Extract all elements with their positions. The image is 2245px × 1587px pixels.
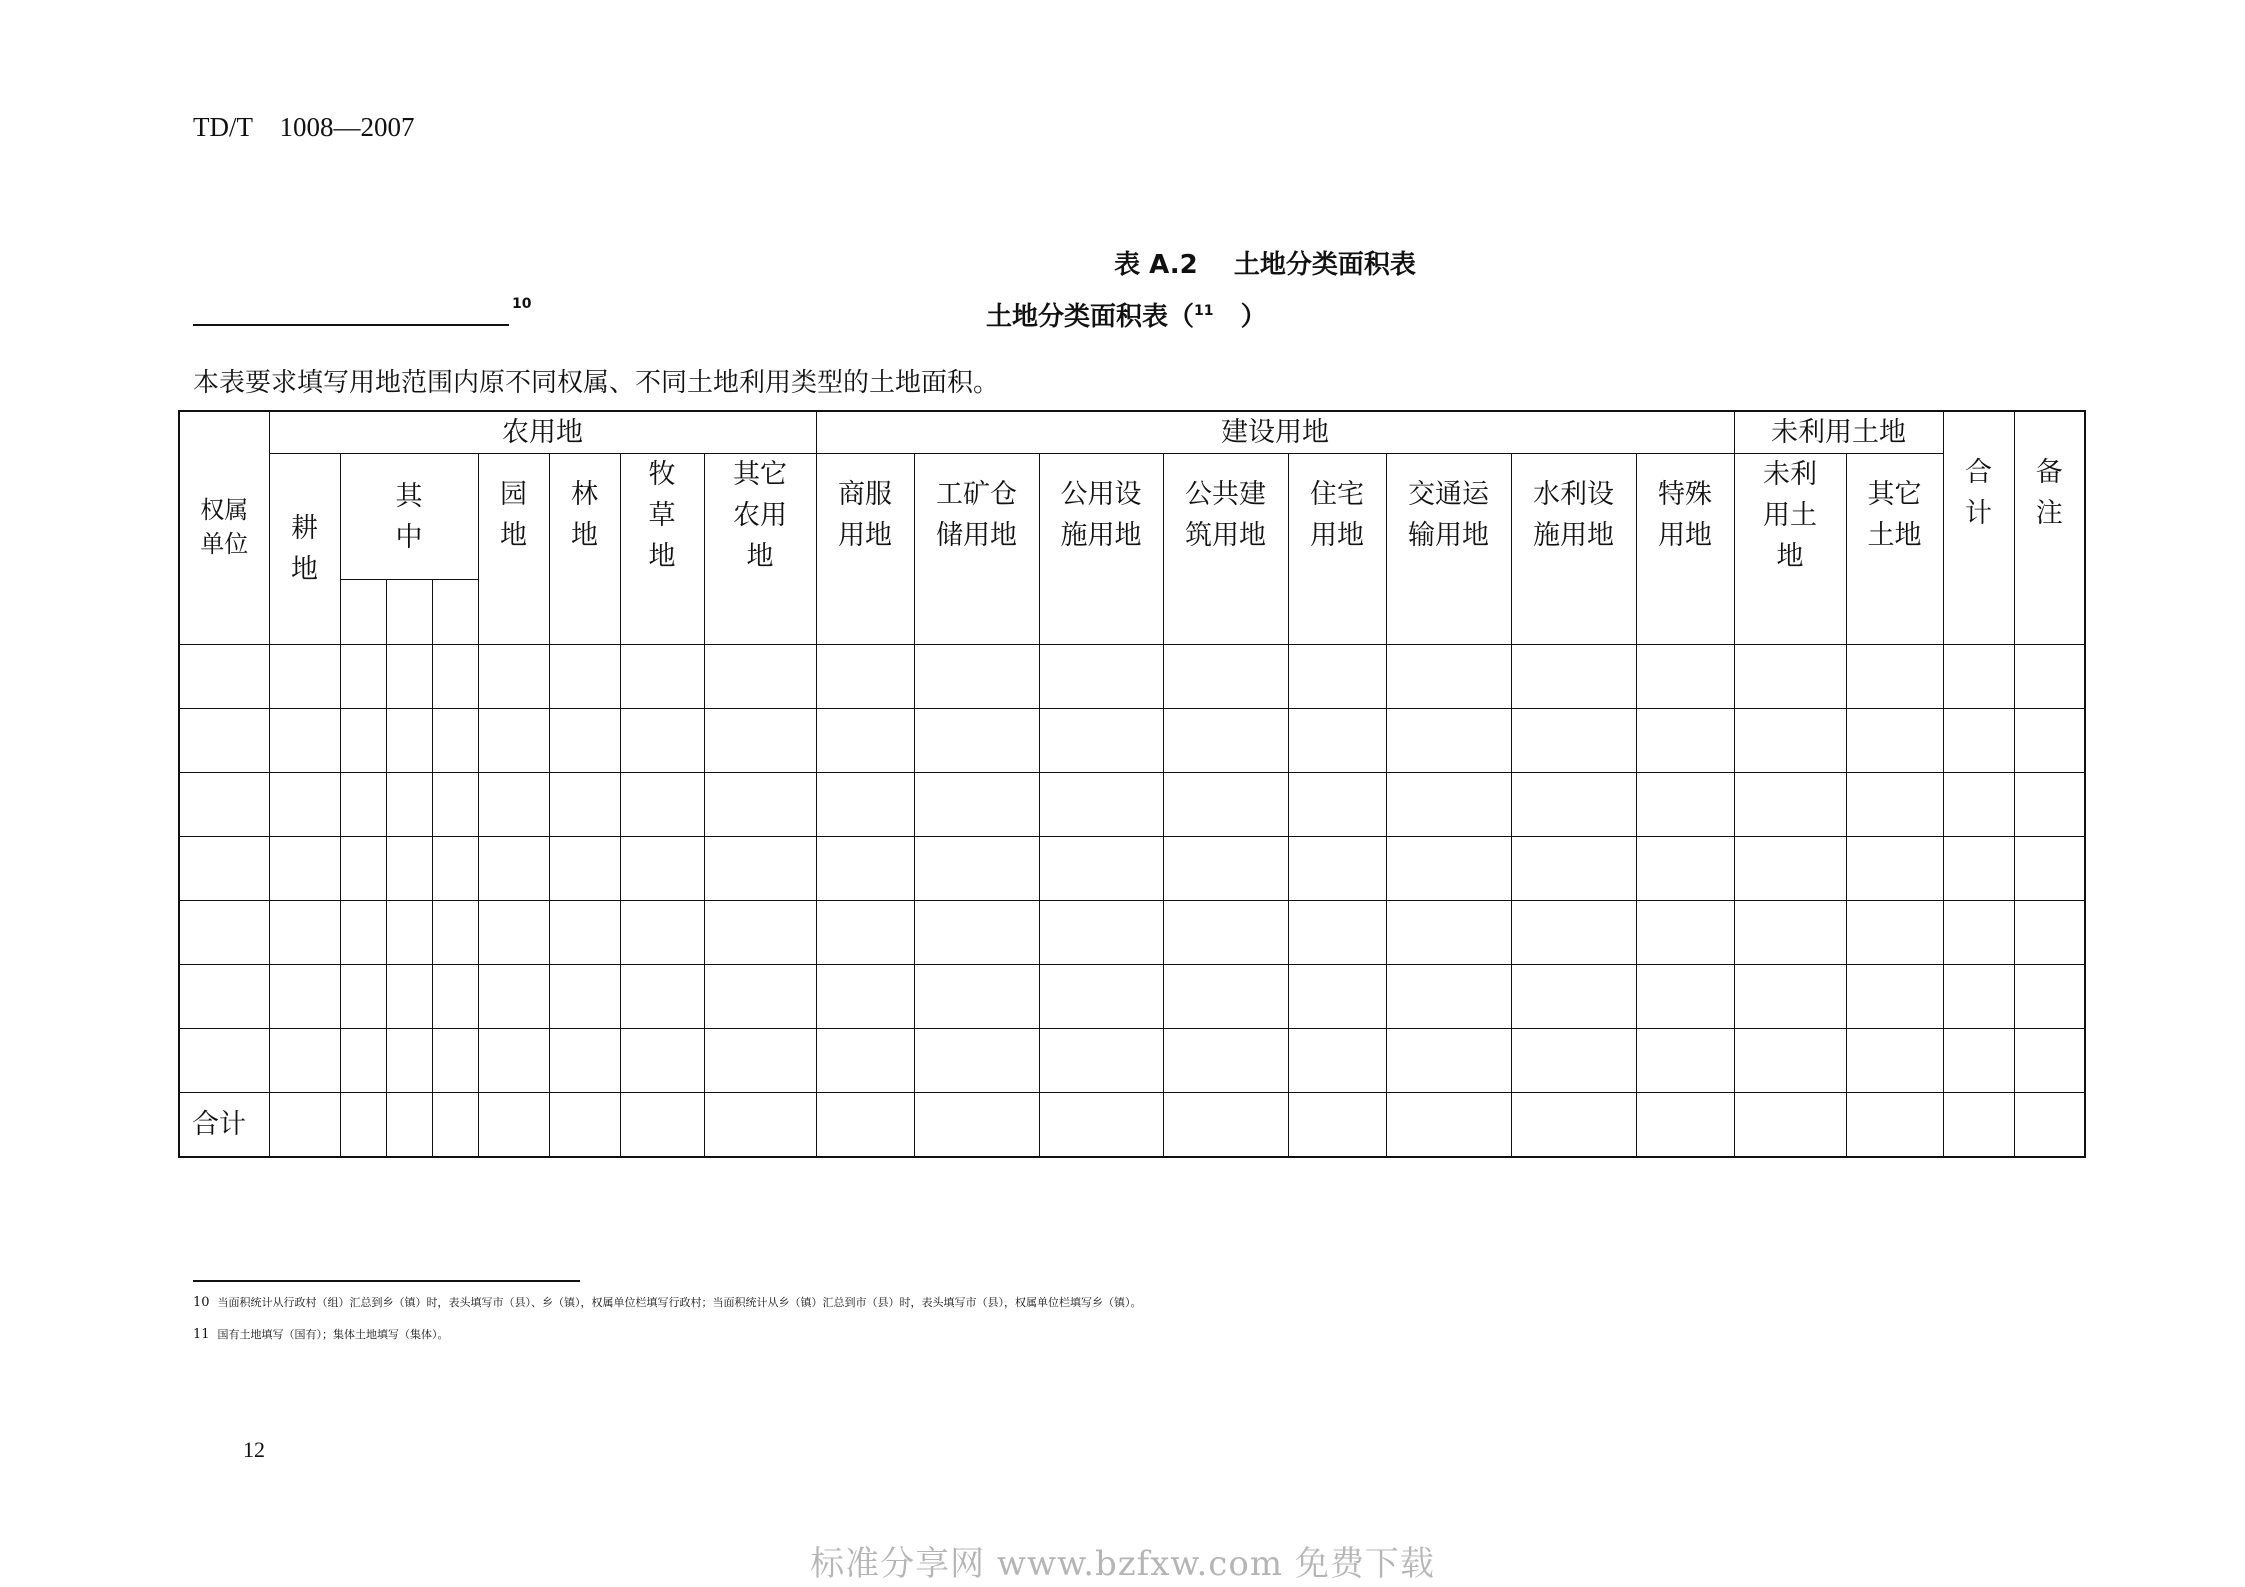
table-cell — [1636, 773, 1734, 837]
table-cell — [1163, 709, 1288, 773]
unit-fill-line — [193, 324, 509, 326]
table-cell — [432, 773, 478, 837]
table-cell — [549, 901, 620, 965]
table-cell — [1163, 1029, 1288, 1093]
table-cell — [179, 901, 269, 965]
table-cell — [816, 773, 914, 837]
table-cell — [340, 709, 386, 773]
table-cell — [1039, 965, 1163, 1029]
total-header: 合 计 — [1943, 411, 2014, 645]
table-body — [179, 645, 2085, 1093]
table-cell — [1163, 837, 1288, 901]
forest-land-header: 林 地 — [549, 454, 620, 645]
table-cell — [1288, 773, 1386, 837]
footnote-ref-10: 10 — [512, 296, 532, 312]
footnote-separator — [193, 1280, 580, 1282]
table-row — [179, 1029, 2085, 1093]
table-cell — [1511, 1029, 1636, 1093]
total-row-label: 合计 — [179, 1093, 269, 1157]
table-cell — [1511, 1093, 1636, 1157]
agricultural-land-header: 农用地 — [269, 411, 816, 454]
footnote-11 — [193, 1326, 449, 1342]
table-cell — [1846, 1093, 1943, 1157]
table-cell — [386, 645, 432, 709]
table-cell — [2014, 837, 2085, 901]
table-cell — [432, 645, 478, 709]
table-cell — [1288, 1029, 1386, 1093]
table-cell — [1288, 709, 1386, 773]
table-cell — [704, 709, 816, 773]
table-cell — [1943, 709, 2014, 773]
table-cell — [269, 709, 340, 773]
table-cell — [1943, 1029, 2014, 1093]
table-cell — [478, 709, 549, 773]
commercial-service-land-header: 商服 用地 — [816, 454, 914, 645]
table-cell — [816, 1093, 914, 1157]
table-cell — [1734, 773, 1846, 837]
table-cell — [1163, 773, 1288, 837]
footnote-ref-11: 11 — [1194, 303, 1214, 319]
table-cell — [179, 1029, 269, 1093]
table-cell — [914, 645, 1039, 709]
table-cell — [816, 1029, 914, 1093]
table-cell — [1846, 901, 1943, 965]
table-cell — [179, 645, 269, 709]
table-cell — [1636, 709, 1734, 773]
table-cell — [914, 709, 1039, 773]
table-cell — [816, 837, 914, 901]
construction-land-header: 建设用地 — [816, 411, 1734, 454]
table-cell — [1636, 645, 1734, 709]
header-row-categories — [179, 454, 2085, 580]
table-cell — [1039, 1093, 1163, 1157]
header-row-groups — [179, 411, 2085, 454]
table-cell — [1039, 837, 1163, 901]
table-row — [179, 837, 2085, 901]
table-cell — [269, 837, 340, 901]
table-cell — [549, 837, 620, 901]
footnote-10-number: 10 — [193, 1295, 210, 1310]
table-cell — [179, 965, 269, 1029]
table-cell — [620, 645, 704, 709]
public-facility-land-header: 公用设 施用地 — [1039, 454, 1163, 645]
table-cell — [432, 901, 478, 965]
residential-land-header: 住宅 用地 — [1288, 454, 1386, 645]
table-cell — [386, 1029, 432, 1093]
table-cell — [386, 837, 432, 901]
table-cell — [1386, 773, 1511, 837]
table-cell — [1386, 709, 1511, 773]
table-cell — [340, 901, 386, 965]
remarks-header: 备 注 — [2014, 411, 2085, 645]
table-cell — [432, 837, 478, 901]
table-cell — [1288, 965, 1386, 1029]
cultivated-land-header: 耕 地 — [269, 454, 340, 645]
table-cell — [1734, 645, 1846, 709]
table-cell — [1943, 837, 2014, 901]
owner-unit-header: 权属 单位 — [179, 411, 269, 645]
table-row — [179, 709, 2085, 773]
table-cell — [704, 901, 816, 965]
table-cell — [269, 1029, 340, 1093]
table-caption: 表 A.2 土地分类面积表 — [1114, 250, 1416, 280]
table-cell — [1511, 645, 1636, 709]
table-cell — [269, 773, 340, 837]
table-cell — [1943, 773, 2014, 837]
table-cell — [386, 709, 432, 773]
table-cell — [340, 1093, 386, 1157]
of-which-sub-2 — [386, 580, 432, 645]
garden-land-header: 园 地 — [478, 454, 549, 645]
table-cell — [816, 709, 914, 773]
industrial-storage-land-header: 工矿仓 储用地 — [914, 454, 1039, 645]
table-cell — [1386, 1093, 1511, 1157]
footnote-10 — [193, 1294, 1142, 1310]
transport-land-header: 交通运 输用地 — [1386, 454, 1511, 645]
table-cell — [1734, 709, 1846, 773]
table-cell — [704, 1093, 816, 1157]
footnote-10-text: 当面积统计从行政村（组）汇总到乡（镇）时，表头填写市（县）、乡（镇），权属单位栏填写行政村；当面积统计从乡（镇）汇总到市（县）时，表头填写市（县），权属单位栏填写乡（镇）。 — [217, 1296, 1142, 1309]
table-row — [179, 965, 2085, 1029]
table-cell — [478, 837, 549, 901]
page-number: 12 — [243, 1437, 265, 1462]
table-cell — [2014, 1029, 2085, 1093]
table-cell — [1163, 1093, 1288, 1157]
subtitle-close: ） — [1213, 302, 1267, 332]
table-cell — [2014, 1093, 2085, 1157]
table-cell — [1943, 1093, 2014, 1157]
pasture-land-header: 牧 草 地 — [620, 454, 704, 645]
table-cell — [179, 773, 269, 837]
table-cell — [1943, 965, 2014, 1029]
table-cell — [704, 773, 816, 837]
other-land-header: 其它 土地 — [1846, 454, 1943, 645]
other-agricultural-land-header: 其它 农用 地 — [704, 454, 816, 645]
table-cell — [269, 645, 340, 709]
table-cell — [269, 901, 340, 965]
table-cell — [340, 1029, 386, 1093]
table-cell — [549, 709, 620, 773]
table-cell — [1846, 709, 1943, 773]
table-cell — [1636, 1093, 1734, 1157]
table-cell — [179, 837, 269, 901]
table-cell — [432, 1093, 478, 1157]
table-cell — [1288, 1093, 1386, 1157]
table-cell — [1943, 645, 2014, 709]
table-cell — [1163, 645, 1288, 709]
table-cell — [1288, 901, 1386, 965]
table-cell — [1386, 965, 1511, 1029]
table-cell — [1039, 773, 1163, 837]
table-cell — [340, 837, 386, 901]
table-cell — [620, 709, 704, 773]
table-cell — [704, 1029, 816, 1093]
table-cell — [1511, 901, 1636, 965]
table-cell — [816, 965, 914, 1029]
table-cell — [704, 837, 816, 901]
footnote-11-text: 国有土地填写（国有）；集体土地填写（集体）。 — [217, 1328, 449, 1341]
table-cell — [1636, 1029, 1734, 1093]
special-land-header: 特殊 用地 — [1636, 454, 1734, 645]
table-cell — [386, 901, 432, 965]
table-cell — [478, 645, 549, 709]
table-cell — [704, 645, 816, 709]
table-cell — [914, 965, 1039, 1029]
table-cell — [549, 965, 620, 1029]
subtitle-text: 土地分类面积表（ — [986, 302, 1195, 332]
table-cell — [1734, 837, 1846, 901]
table-cell — [1386, 901, 1511, 965]
table-cell — [1039, 709, 1163, 773]
table-cell — [478, 773, 549, 837]
table-cell — [816, 901, 914, 965]
table-cell — [914, 1029, 1039, 1093]
table-cell — [386, 965, 432, 1029]
table-cell — [549, 1093, 620, 1157]
table-cell — [620, 1093, 704, 1157]
table-cell — [1846, 1029, 1943, 1093]
table-cell — [620, 965, 704, 1029]
table-cell — [2014, 773, 2085, 837]
table-row — [179, 773, 2085, 837]
table-cell — [1511, 965, 1636, 1029]
table-cell — [2014, 709, 2085, 773]
unused-land-col-header: 未利 用土 地 — [1734, 454, 1846, 645]
table-cell — [340, 773, 386, 837]
table-cell — [1386, 837, 1511, 901]
table-cell — [620, 1029, 704, 1093]
table-cell — [1846, 645, 1943, 709]
table-cell — [1734, 901, 1846, 965]
table-cell — [1846, 837, 1943, 901]
table-cell — [340, 965, 386, 1029]
table-cell — [1636, 901, 1734, 965]
land-classification-table — [178, 410, 2086, 1158]
table-cell — [1943, 901, 2014, 965]
table-cell — [549, 645, 620, 709]
table-cell — [2014, 965, 2085, 1029]
table-cell — [478, 1093, 549, 1157]
table-cell — [1039, 1029, 1163, 1093]
table-cell — [1846, 773, 1943, 837]
table-cell — [1734, 965, 1846, 1029]
table-cell — [549, 1029, 620, 1093]
table-cell — [478, 965, 549, 1029]
table-cell — [914, 901, 1039, 965]
table-cell — [1386, 645, 1511, 709]
watermark: 标准分享网 www.bzfxw.com 免费下载 — [810, 1544, 1435, 1584]
table-cell — [549, 773, 620, 837]
table-cell — [2014, 645, 2085, 709]
of-which-sub-1 — [340, 580, 386, 645]
table-cell — [914, 773, 1039, 837]
table-subtitle — [986, 296, 1267, 333]
table-cell — [1734, 1029, 1846, 1093]
table-cell — [269, 965, 340, 1029]
public-building-land-header: 公共建 筑用地 — [1163, 454, 1288, 645]
table-cell — [478, 901, 549, 965]
table-cell — [620, 773, 704, 837]
table-cell — [432, 1029, 478, 1093]
table-cell — [1511, 837, 1636, 901]
of-which-header: 其 中 — [340, 454, 478, 580]
table-row — [179, 901, 2085, 965]
of-which-sub-3 — [432, 580, 478, 645]
unused-land-header: 未利用土地 — [1734, 411, 1943, 454]
table-cell — [478, 1029, 549, 1093]
table-cell — [1288, 837, 1386, 901]
table-cell — [1846, 965, 1943, 1029]
table-cell — [1386, 1029, 1511, 1093]
table-cell — [1288, 645, 1386, 709]
total-row — [179, 1093, 2085, 1157]
water-facility-land-header: 水利设 施用地 — [1511, 454, 1636, 645]
table-cell — [816, 645, 914, 709]
table-cell — [1511, 709, 1636, 773]
table-cell — [1163, 965, 1288, 1029]
table-cell — [2014, 901, 2085, 965]
table-cell — [386, 773, 432, 837]
footnote-11-number: 11 — [193, 1327, 210, 1342]
table-row — [179, 645, 2085, 709]
table-cell — [1163, 901, 1288, 965]
table-cell — [1511, 773, 1636, 837]
table-cell — [1039, 901, 1163, 965]
table-cell — [914, 1093, 1039, 1157]
table-cell — [1636, 837, 1734, 901]
table-cell — [1039, 645, 1163, 709]
table-cell — [620, 901, 704, 965]
table-cell — [704, 965, 816, 1029]
table-cell — [432, 709, 478, 773]
table-cell — [340, 645, 386, 709]
table-cell — [432, 965, 478, 1029]
table-cell — [620, 837, 704, 901]
table-cell — [386, 1093, 432, 1157]
table-cell — [1734, 1093, 1846, 1157]
table-cell — [914, 837, 1039, 901]
table-cell — [179, 709, 269, 773]
table-cell — [1636, 965, 1734, 1029]
instruction-text: 本表要求填写用地范围内原不同权属、不同土地利用类型的土地面积。 — [193, 368, 1000, 398]
table-cell — [269, 1093, 340, 1157]
standard-code: TD/T 1008—2007 — [193, 112, 415, 142]
